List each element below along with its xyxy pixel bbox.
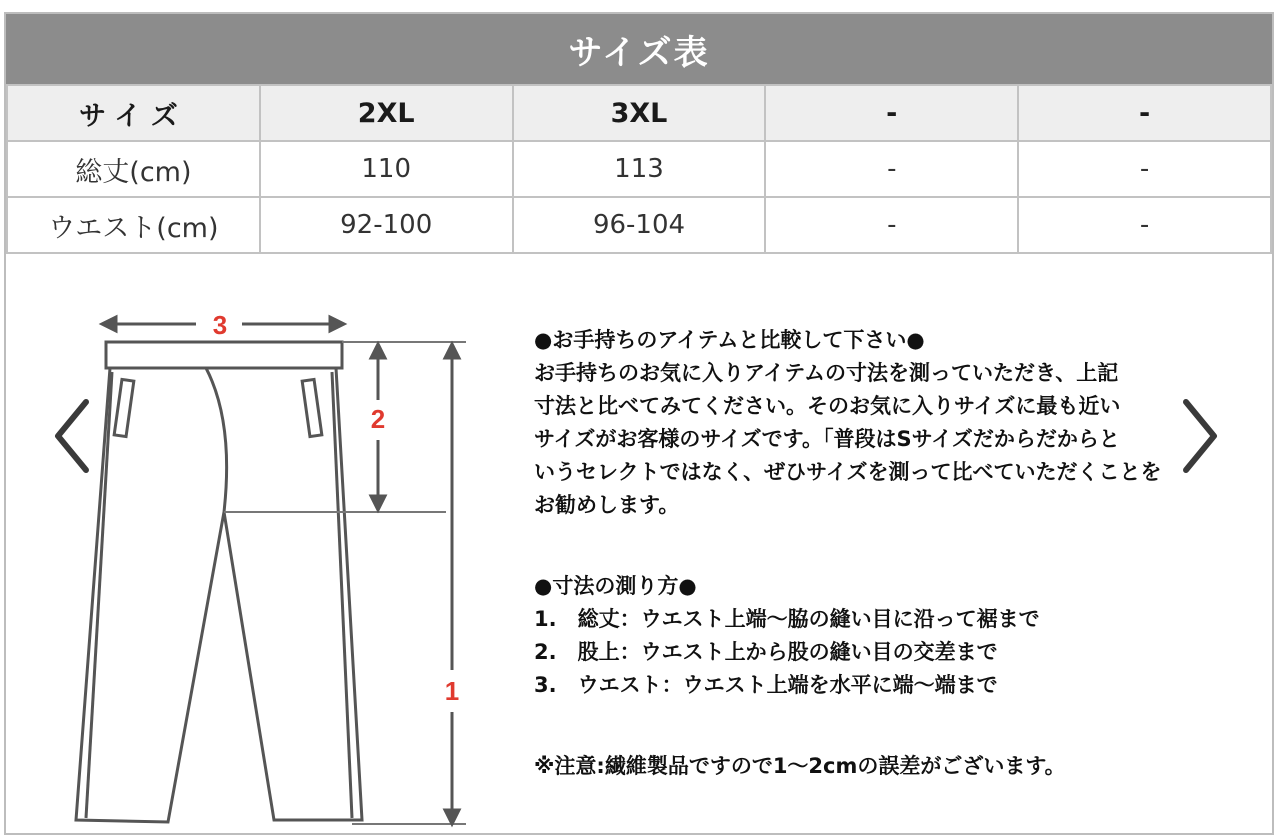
table-cell: 92-100 xyxy=(260,197,513,253)
compare-line: サイズがお客様のサイズです。「普段はSサイズだからだからと xyxy=(534,427,1120,451)
header-cell: サイズ xyxy=(7,85,260,141)
table-cell: 113 xyxy=(513,141,766,197)
measure-heading: ●寸法の測り方● xyxy=(534,574,697,598)
table-header-row xyxy=(7,85,1271,141)
size-table xyxy=(6,84,1272,254)
diagram-label-1: 1 xyxy=(444,676,460,706)
size-chart-image xyxy=(4,12,1274,835)
chevron-right-icon[interactable] xyxy=(1178,396,1222,476)
row-label: ウエスト(cm) xyxy=(7,197,260,253)
size-chart-title: サイズ表 xyxy=(6,14,1272,84)
compare-line: お手持ちのお気に入りアイテムの寸法を測っていただき、上記 xyxy=(534,361,1119,385)
chevron-right-icon-glyph xyxy=(1178,396,1222,476)
measure-steps xyxy=(534,603,1264,702)
header-cell: - xyxy=(1018,85,1271,141)
table-cell: - xyxy=(1018,197,1271,253)
chevron-left-icon-glyph xyxy=(50,396,94,476)
measure-step: 2. 股上：ウエスト上から股の縫い目の交差まで xyxy=(534,640,998,664)
measurement-notes xyxy=(534,324,1264,783)
header-cell: 3XL xyxy=(513,85,766,141)
table-row xyxy=(7,141,1271,197)
table-cell: 110 xyxy=(260,141,513,197)
compare-line: お勧めします。 xyxy=(534,493,680,517)
pants-outline xyxy=(76,342,362,822)
caution-note: ※注意:繊維製品ですので1～2cmの誤差がございます。 xyxy=(534,754,1066,778)
header-cell: 2XL xyxy=(260,85,513,141)
header-cell: - xyxy=(765,85,1018,141)
measure-step: 3. ウエスト：ウエスト上端を水平に端～端まで xyxy=(534,673,998,697)
pants-diagram xyxy=(46,272,506,832)
table-row xyxy=(7,197,1271,253)
compare-heading: ●お手持ちのアイテムと比較して下さい● xyxy=(534,328,925,352)
row-label: 総丈(cm) xyxy=(7,141,260,197)
table-cell: - xyxy=(765,141,1018,197)
measurement-section xyxy=(6,252,1272,837)
table-cell: - xyxy=(1018,141,1271,197)
total-length-arrow xyxy=(445,344,459,824)
compare-line: 寸法と比べてみてください。そのお気に入りサイズに最も近い xyxy=(534,394,1121,418)
compare-line: いうセレクトではなく、ぜひサイズを測って比べていただくことを xyxy=(534,460,1162,484)
measure-step: 1. 総丈：ウエスト上端～脇の縫い目に沿って裾まで xyxy=(534,607,1040,631)
diagram-label-2: 2 xyxy=(370,404,386,434)
table-cell: - xyxy=(765,197,1018,253)
diagram-label-3: 3 xyxy=(212,310,228,340)
table-cell: 96-104 xyxy=(513,197,766,253)
chevron-left-icon[interactable] xyxy=(50,396,94,476)
